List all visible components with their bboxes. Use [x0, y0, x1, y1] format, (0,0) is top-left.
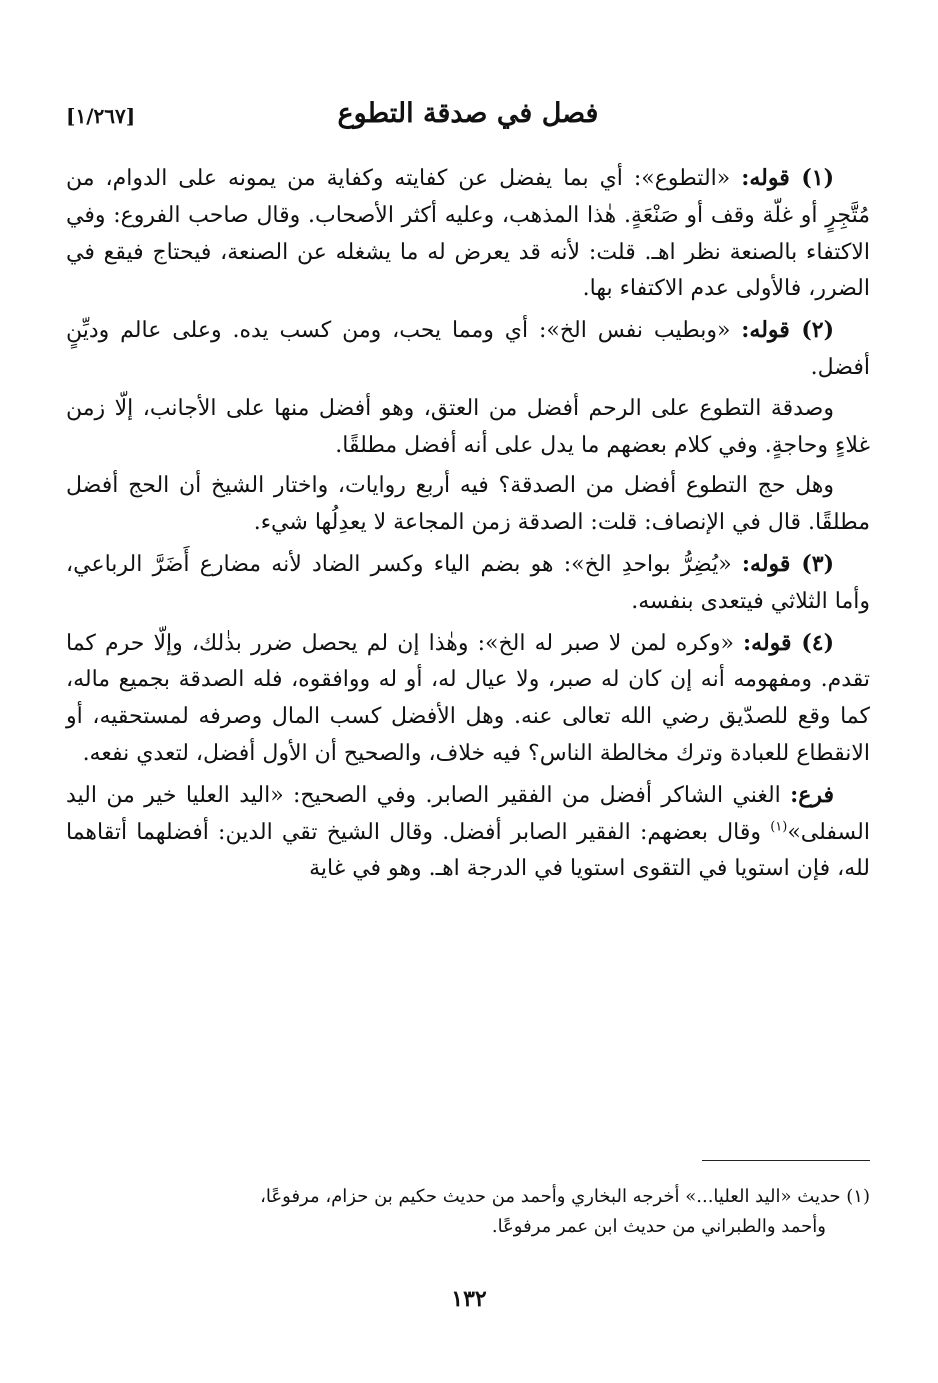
- paragraph-text: «وبطيب نفس الخ»: أي ومما يحب، ومن كسب يده. وعلى عالم وديِّنٍ أفضل.: [66, 318, 870, 380]
- footnote-reference[interactable]: (١): [770, 819, 788, 835]
- paragraph-branch: [66, 777, 870, 888]
- footnote: [66, 1182, 870, 1242]
- paragraph-kinship-charity: [66, 391, 870, 465]
- footnote-line-1: (١) حديث «اليد العليا...» أخرجه البخاري وأحمد من حديث حكيم بن حزام، مرفوعًا،: [260, 1186, 870, 1207]
- note-lead: (٣) قوله:: [741, 550, 834, 577]
- footnote-line-2: وأحمد والطبراني من حديث ابن عمر مرفوعًا.: [491, 1216, 826, 1237]
- paragraph-text: «التطوع»: أي بما يفضل عن كفايته وكفاية من يمونه على الدوام، من مُتَّجِرٍ أو غلّة وقف أو صَنْعَةٍ. هٰذا المذهب، وعليه أكثر الأصحاب. وقال صاحب الفروع: وفي الاكتفاء بالصنعة نظر اهـ. قلت: لأنه قد يعرض له ما يشغله عن الصنعة، فيحتاج فيقع في الضرر، فالأولى عدم الاكتفاء بها.: [66, 166, 870, 302]
- page-number: ١٣٢: [451, 1286, 487, 1312]
- paragraph-text: «يُضِرُّ بواحدِ الخ»: هو بضم الياء وكسر الضاد لأنه مضارع أَضَرَّ الرباعي، وأما الثلاثي فيتعدى بنفسه.: [66, 551, 870, 614]
- paragraph-note-1: [66, 160, 870, 308]
- note-lead: (٢) قوله:: [741, 317, 834, 344]
- volume-page-reference: [١/٢٦٧]: [66, 104, 136, 128]
- paragraph-note-4: [66, 625, 870, 773]
- paragraph-text: وصدقة التطوع على الرحم أفضل من العتق، وهو أفضل منها على الأجانب، إلّا زمن غلاءٍ وحاجةٍ. وفي كلام بعضهم ما يدل على أنه أفضل مطلقًا.: [66, 395, 870, 458]
- page-header: [66, 98, 870, 138]
- footnote-divider: [702, 1160, 870, 1161]
- paragraph-text-continued: وقال بعضهم: الفقير الصابر أفضل. وقال الشيخ تقي الدين: أفضلهما أتقاهما لله، فإن استويا في التقوى استويا في الدرجة اهـ. وهو في غاية: [66, 819, 870, 882]
- paragraph-text: الغني الشاكر أفضل من الفقير الصابر. وفي الصحيح: «اليد العليا خير من اليد السفلى»: [66, 782, 870, 845]
- branch-lead: فرع:: [790, 781, 834, 808]
- paragraph-text: وهل حج التطوع أفضل من الصدقة؟ فيه أربع روايات، واختار الشيخ أن الحج أفضل مطلقًا. قال في الإنصاف: قلت: الصدقة زمن المجاعة لا يعدِلُها شيء.: [66, 473, 870, 536]
- section-title: فصل في صدقة التطوع: [337, 98, 599, 129]
- note-lead: (٤) قوله:: [743, 629, 834, 656]
- paragraph-text: «وكره لمن لا صبر له الخ»: وهٰذا إن لم يحصل ضرر بذٰلك، وإلّا حرم كما تقدم. ومفهومه أنه إن كان له صبر، ولا عيال له، أو له ووافقوه، فله الصدقة بجميع ماله، كما وقع للصدّيق رضي الله تعالى عنه. وهل الأفضل كسب المال وصرفه لمستحقيه، أو الانقطاع للعبادة وترك مخالطة الناس؟ فيه خلاف، والصحيح أن الأول أفضل، لتعدي نفعه.: [66, 630, 870, 766]
- paragraph-note-2: [66, 312, 870, 387]
- paragraph-hajj-vs-charity: [66, 468, 870, 542]
- body-text: [66, 160, 870, 892]
- note-lead: (١) قوله:: [741, 165, 835, 191]
- paragraph-note-3: [66, 546, 870, 621]
